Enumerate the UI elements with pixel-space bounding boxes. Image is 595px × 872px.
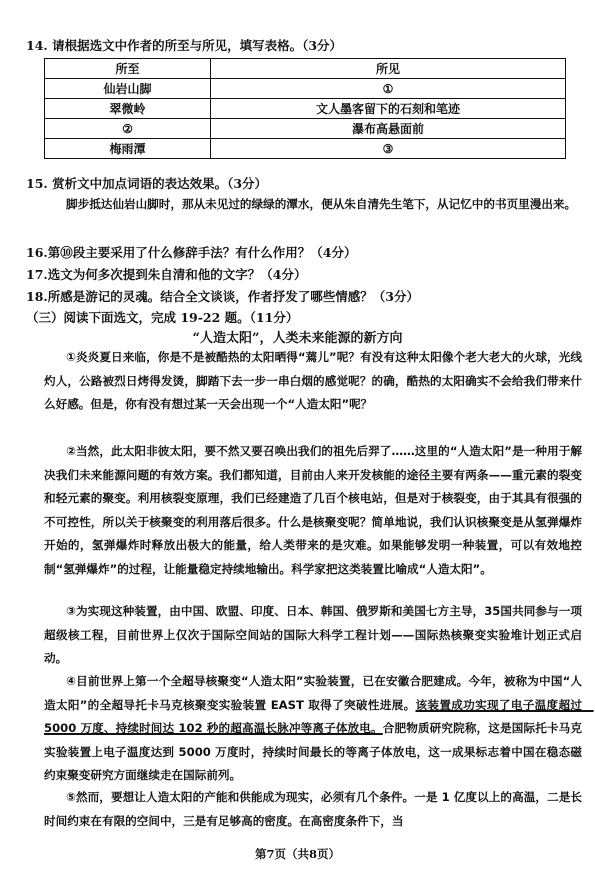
question-14: 14. 请根据选文中作者的所至与所见，填写表格。（3分）: [26, 38, 343, 53]
table-cell: 瀑布高悬面前: [211, 119, 566, 139]
answer-table: [44, 58, 566, 159]
table-cell: ③: [211, 139, 566, 159]
question-16: 16.第⑩段主要采用了什么修辞手法？有什么作用？（4分）: [26, 245, 357, 260]
paragraph-3: [44, 600, 582, 671]
paragraph-text: 合肥物质研究院称，这是国际托卡马克实验装置上电子温度达到 5000 万度时，持续时间最长的等离子体放电，这一成果标志着中国在稳态磁约束聚变研究方面继续走在国际前列。: [44, 721, 582, 782]
quote-text: 脚步抵达仙岩山脚时，那从未见过的绿绿的潭水，便从朱自清先生笔下，从记忆中的书页里漫出来。: [66, 197, 577, 211]
table-header-cell: 所至: [45, 59, 211, 79]
page-footer: 第7页（共8页）: [254, 847, 340, 861]
paragraph-4: [44, 670, 594, 788]
question-15-quote: [44, 193, 582, 215]
paragraph-2: [44, 440, 582, 581]
paragraph-text: ②当然，此太阳非彼太阳，要不然又要召唤出我们的祖先后羿了……这里的“人造太阳”是一种用于解决我们未来能源问题的有效方案。我们都知道，目前由人来开发核能的途径主要有两条——重元素的裂变和轻元素的聚变。利用核裂变原理，我们已经建造了几百个核电站，但是对于核裂变，由于其具有很强的不可控性，所以关于核聚变的利用落后很多。什么是核聚变呢？简单地说，我们认识核聚变是从氢弹爆炸开始的，氢弹爆炸时释放出极大的能量，给人类带来的是灾难。如果能够发明一种装置，可以有效地控制“氢弹爆炸”的过程，让能量稳定持续地输出。科学家把这类装置比喻成“人造太阳”。: [44, 444, 582, 576]
paragraph-1: [44, 346, 582, 417]
question-18: 18.所感是游记的灵魂。结合全文谈谈，作者抒发了哪些情感？（3分）: [26, 289, 419, 304]
table-cell: ②: [45, 119, 211, 139]
section-3-heading: （三）阅读下面选文，完成 19-22 题。（11分）: [26, 310, 299, 325]
table-row: [45, 99, 566, 119]
table-cell: 文人墨客留下的石刻和笔迹: [211, 99, 566, 119]
paragraph-text: ③为实现这种装置，由中国、欧盟、印度、日本、韩国、俄罗斯和美国七方主导，35国共同参与一项超级核工程，目前世界上仅次于国际空间站的国际大科学工程计划——国际热核聚变实验堆计划正式启动。: [44, 604, 582, 665]
table-cell: 翠微岭: [45, 99, 211, 119]
table-row: [45, 119, 566, 139]
paragraph-text: ⑤然而，要想让人造太阳的产能和供能成为现实，必须有几个条件。一是 1 亿度以上的高温，二是长时间约束在有限的空间中，三是有足够高的密度。在高密度条件下，当: [44, 790, 582, 828]
table-header-row: [45, 59, 566, 79]
table-cell: 仙岩山脚: [45, 79, 211, 99]
table-header-cell: 所见: [211, 59, 566, 79]
underlined-sentence: 该装置成功实现了电子温度超过 5000 万度、持续时间达 102 秒的超高温长脉冲等离子体放电。: [44, 697, 594, 735]
paragraph-text: ①炎炎夏日来临，你是不是被酷热的太阳晒得“蔫儿”呢？有没有这种太阳像个老大老大的火球，光线灼人，公路被烈日烤得发烫，脚踏下去一步一串白烟的感觉呢？的确，酷热的太阳确实不会给我们带来什么好感。但是，你有没有想过某一天会出现一个“人造太阳”呢？: [44, 350, 582, 411]
paragraph-5: [44, 786, 582, 833]
table-cell: 梅雨潭: [45, 139, 211, 159]
table-row: [45, 139, 566, 159]
question-15: 15. 赏析文中加点词语的表达效果。（3分）: [26, 176, 268, 191]
paragraph-text: ④目前世界上第一个全超导核聚变“人造太阳”实验装置，已在安徽合肥建成。今年，被称为中国“人造太阳”的全超导托卡马克核聚变实验装置 EAST 取得了突破性进展。: [44, 674, 582, 712]
article-title: “人造太阳”，人类未来能源的新方向: [192, 331, 403, 346]
question-17: 17.选文为何多次提到朱自清和他的文字？（4分）: [26, 267, 307, 282]
table-cell: ①: [211, 79, 566, 99]
table-row: [45, 79, 566, 99]
